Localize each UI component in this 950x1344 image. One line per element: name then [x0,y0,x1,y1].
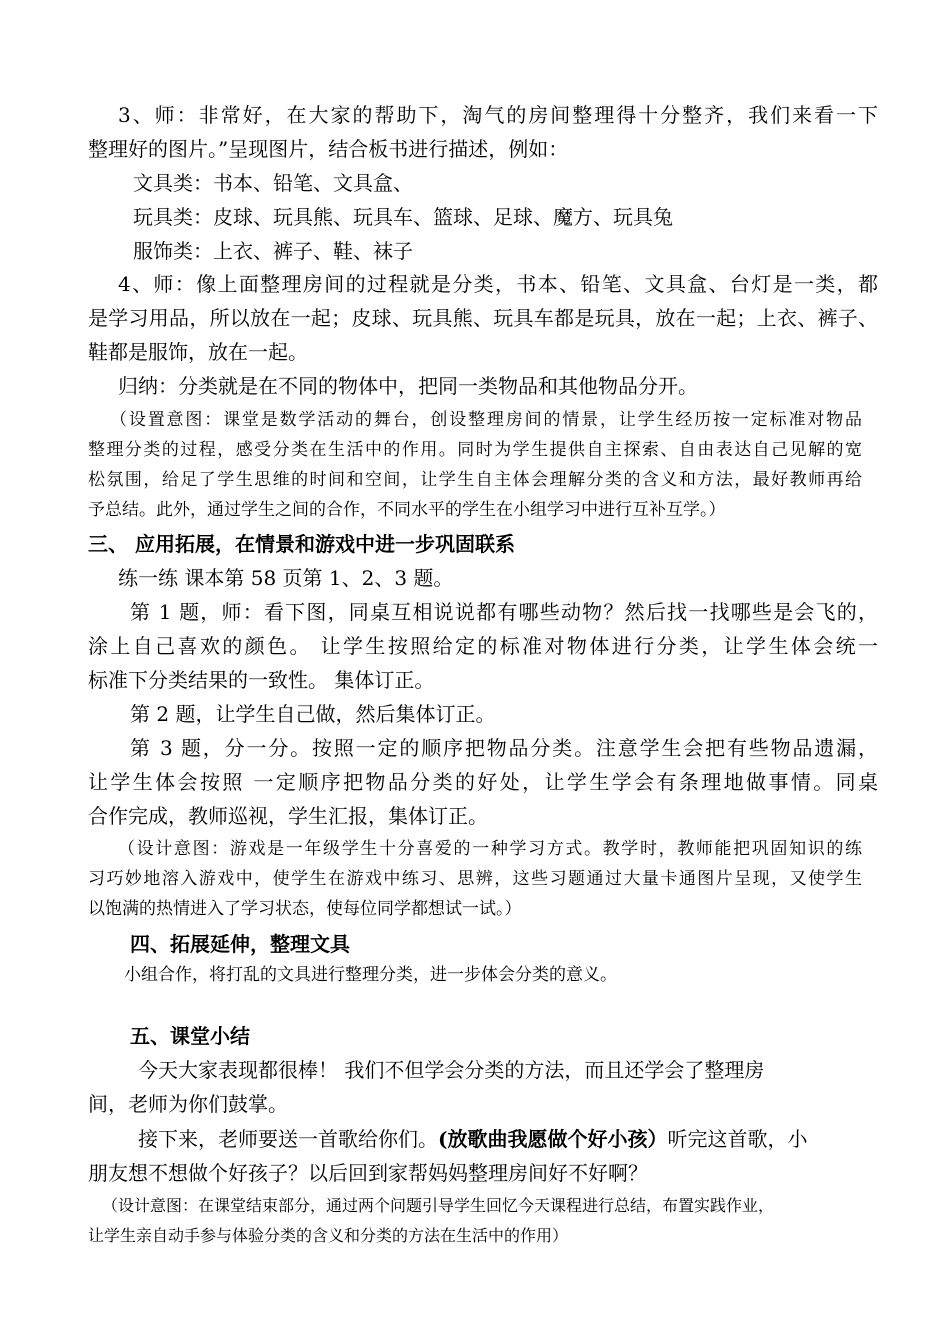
paragraph-line: 4、师：像上面整理房间的过程就是分类，书本、铅笔、文具盒、台灯是一类，都 [118,272,878,296]
design-note-line: 以饱满的热情进入了学习状态，使每位同学都想试一试。） [88,899,522,919]
paragraph-line: 合作完成，教师巡视，学生汇报，集体订正。 [88,804,488,828]
paragraph-line: 涂上自己喜欢的颜色。 让学生按照给定的标准对物体进行分类，让学生体会统一 [88,634,878,658]
paragraph-line: 练一练 课本第 58 页第 1、2、3 题。 [118,566,454,590]
paragraph-line: 3、师：非常好，在大家的帮助下，淘气的房间整理得十分整齐，我们来看一下 [118,103,878,127]
design-note-line: 予总结。此外，通过学生之间的合作，不同水平的学生在小组学习中进行互补互学。） [88,500,726,520]
section-heading: 四、拓展延伸，整理文具 [130,932,350,956]
song-title: (放歌曲我愿做个好小孩） [438,1127,668,1151]
paragraph-line [138,1125,807,1153]
design-note-line: （设计意图：游戏是一年级学生十分喜爱的一种学习方式。教学时，教师能把巩固知识的练 [118,839,862,859]
paragraph-line: 朋友想不想做个好孩子？以后回到家帮妈妈整理房间好不好啊？ [88,1161,648,1185]
design-note-line: 习巧妙地溶入游戏中，使学生在游戏中练习、思辨，这些习题通过大量卡通图片呈现，又使学生 [88,869,862,889]
paragraph-line: 今天大家表现都很棒！ 我们不但学会分类的方法，而且还学会了整理房 [138,1058,765,1082]
paragraph-line: 间，老师为你们鼓掌。 [88,1092,288,1116]
design-note-line: 松氛围，给足了学生思维的时间和空间，让学生自主体会理解分类的含义和方法，最好教师再给 [88,470,862,490]
paragraph-text: 接下来，老师要送一首歌给你们。 [138,1127,438,1151]
summary-line: 归纳：分类就是在不同的物体中，把同一类物品和其他物品分开。 [118,374,698,398]
paragraph-line: 是学习用品，所以放在一起；皮球、玩具熊、玩具车都是玩具，放在一起；上衣、裤子、 [88,306,878,330]
category-line: 文具类：书本、铅笔、文具盒、 [133,171,413,195]
design-note-line: 让学生亲自动手参与体验分类的含义和分类的方法在生活中的作用） [88,1226,569,1245]
paragraph-line: 标准下分类结果的一致性。 集体订正。 [88,668,435,692]
design-note-line: 整理分类的过程，感受分类在生活中的作用。同时为学生提供自主探索、自由表达自己见解的宽 [88,440,862,460]
category-line: 玩具类：皮球、玩具熊、玩具车、篮球、足球、魔方、玩具兔 [133,205,673,229]
category-line: 服饰类：上衣、裤子、鞋、袜子 [133,239,413,263]
paragraph-line: 第 3 题，分一分。按照一定的顺序把物品分类。注意学生会把有些物品遗漏， [130,736,878,760]
section-heading: 五、课堂小结 [130,1024,250,1048]
paragraph-line: 第 1 题，师：看下图，同桌互相说说都有哪些动物？然后找一找哪些是会飞的， [130,600,878,624]
design-note-line: （设计意图：在课堂结束部分，通过两个问题引导学生回忆今天课程进行总结，布置实践作业， [102,1196,775,1215]
paragraph-line: 鞋都是服饰，放在一起。 [88,340,308,364]
paragraph-line: 整理好的图片。”呈现图片，结合板书进行描述，例如： [88,137,569,161]
paragraph-text: 听完这首歌，小 [667,1127,808,1151]
section-heading: 三、 应用拓展，在情景和游戏中进一步巩固联系 [88,532,515,556]
design-note-line: （设置意图：课堂是数学活动的舞台，创设整理房间的情景，让学生经历按一定标准对物品 [110,410,862,430]
paragraph-line: 让学生体会按照 一定顺序把物品分类的好处，让学生学会有条理地做事情。同桌 [88,770,878,794]
paragraph-line: 第 2 题，让学生自己做，然后集体订正。 [130,702,496,726]
paragraph-line: 小组合作，将打乱的文具进行整理分类，进一步体会分类的意义。 [124,965,617,985]
